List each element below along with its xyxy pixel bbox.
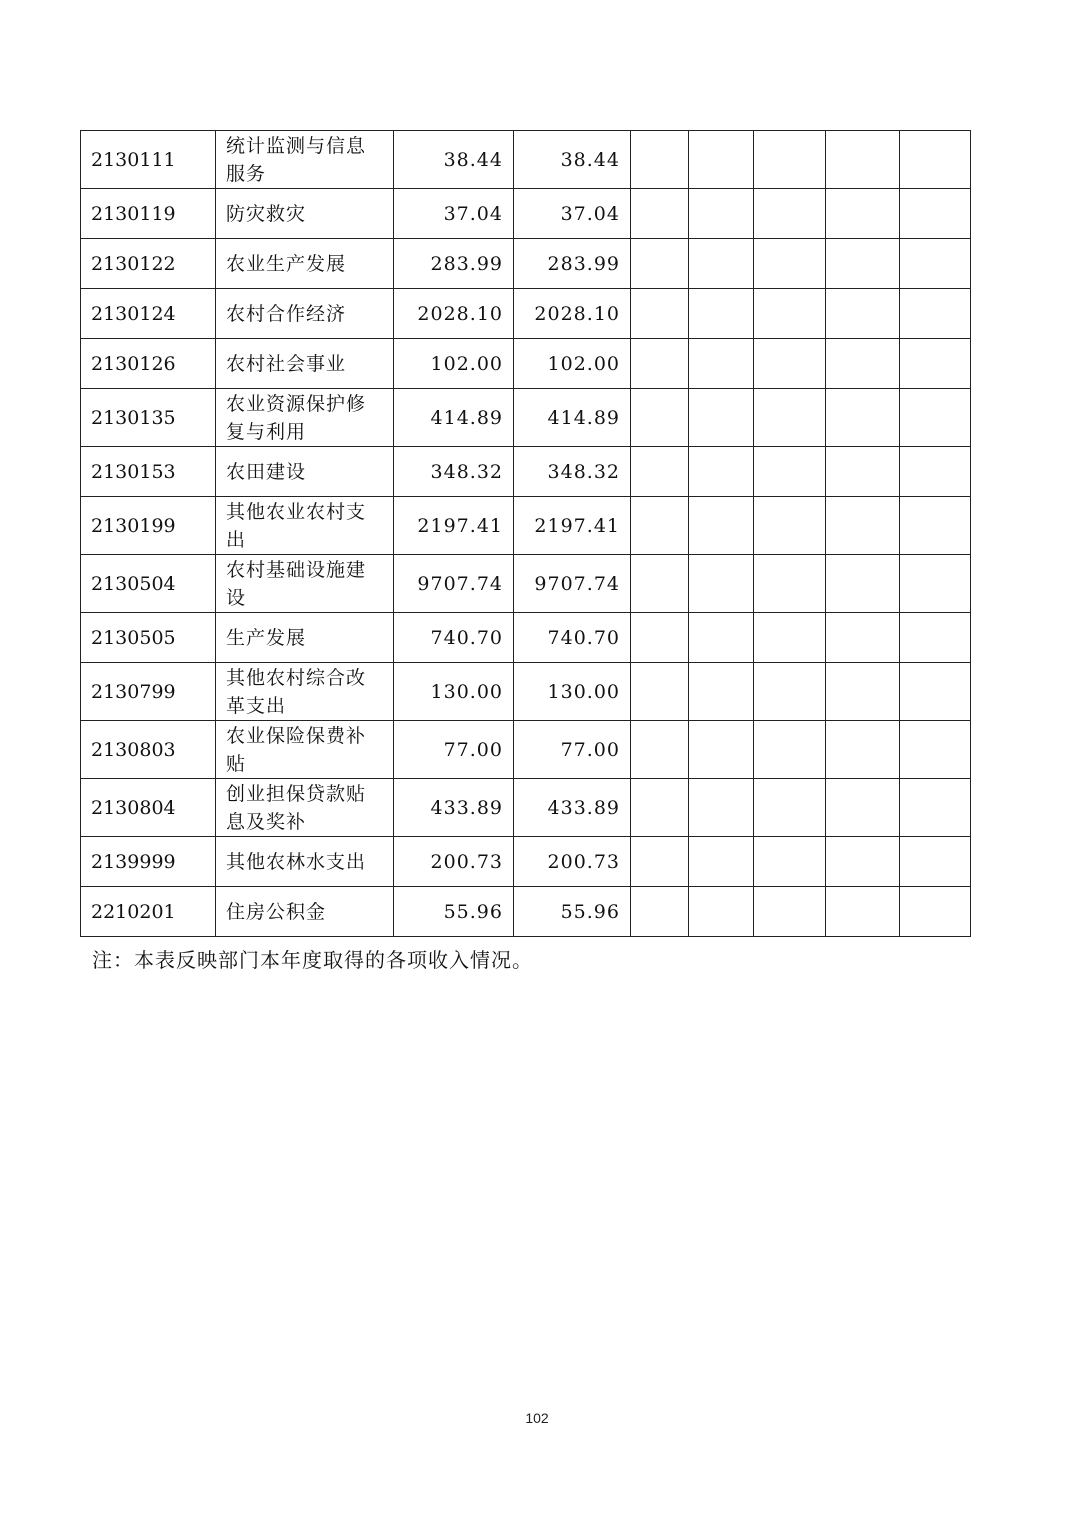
cell-general-budget: 37.04 [514, 189, 631, 239]
cell-empty [826, 447, 900, 497]
page-number: 102 [525, 1410, 549, 1426]
cell-empty [826, 555, 900, 613]
cell-empty [754, 239, 826, 289]
cell-empty [900, 131, 971, 189]
cell-empty [826, 663, 900, 721]
cell-empty [754, 663, 826, 721]
cell-general-budget: 130.00 [514, 663, 631, 721]
cell-code: 2130126 [81, 339, 216, 389]
cell-empty [900, 555, 971, 613]
cell-empty [689, 497, 754, 555]
cell-code: 2130504 [81, 555, 216, 613]
cell-name: 农田建设 [216, 447, 394, 497]
cell-total: 130.00 [394, 663, 514, 721]
cell-empty [754, 131, 826, 189]
cell-empty [631, 131, 689, 189]
cell-empty [754, 613, 826, 663]
cell-name: 农村合作经济 [216, 289, 394, 339]
cell-empty [900, 721, 971, 779]
cell-general-budget: 9707.74 [514, 555, 631, 613]
cell-empty [689, 239, 754, 289]
table-row [81, 779, 971, 837]
cell-empty [900, 339, 971, 389]
cell-empty [826, 887, 900, 937]
cell-code: 2130505 [81, 613, 216, 663]
cell-empty [900, 613, 971, 663]
cell-empty [754, 289, 826, 339]
cell-empty [826, 721, 900, 779]
table-row [81, 239, 971, 289]
table-row [81, 289, 971, 339]
cell-empty [826, 239, 900, 289]
cell-empty [826, 131, 900, 189]
cell-total: 414.89 [394, 389, 514, 447]
cell-general-budget: 433.89 [514, 779, 631, 837]
cell-name: 其他农村综合改革支出 [216, 663, 394, 721]
cell-empty [900, 289, 971, 339]
cell-empty [826, 497, 900, 555]
cell-empty [689, 189, 754, 239]
cell-name: 住房公积金 [216, 887, 394, 937]
cell-empty [689, 721, 754, 779]
cell-empty [689, 663, 754, 721]
table-row [81, 389, 971, 447]
cell-empty [754, 779, 826, 837]
cell-general-budget: 38.44 [514, 131, 631, 189]
cell-name: 农业生产发展 [216, 239, 394, 289]
cell-general-budget: 414.89 [514, 389, 631, 447]
cell-code: 2210201 [81, 887, 216, 937]
cell-name: 生产发展 [216, 613, 394, 663]
income-table [80, 130, 971, 937]
cell-empty [826, 189, 900, 239]
cell-empty [754, 837, 826, 887]
cell-code: 2130119 [81, 189, 216, 239]
cell-total: 38.44 [394, 131, 514, 189]
cell-empty [826, 389, 900, 447]
cell-empty [631, 447, 689, 497]
cell-code: 2130199 [81, 497, 216, 555]
cell-total: 433.89 [394, 779, 514, 837]
cell-name: 农村基础设施建设 [216, 555, 394, 613]
cell-empty [631, 389, 689, 447]
cell-empty [631, 721, 689, 779]
table-row [81, 497, 971, 555]
cell-empty [631, 339, 689, 389]
cell-empty [689, 837, 754, 887]
cell-general-budget: 200.73 [514, 837, 631, 887]
cell-code: 2130804 [81, 779, 216, 837]
cell-empty [754, 389, 826, 447]
cell-empty [631, 837, 689, 887]
cell-empty [900, 239, 971, 289]
cell-general-budget: 102.00 [514, 339, 631, 389]
cell-general-budget: 55.96 [514, 887, 631, 937]
cell-empty [689, 389, 754, 447]
cell-empty [900, 447, 971, 497]
cell-empty [826, 837, 900, 887]
cell-total: 77.00 [394, 721, 514, 779]
cell-empty [631, 239, 689, 289]
table-row [81, 555, 971, 613]
cell-empty [689, 887, 754, 937]
table-row [81, 131, 971, 189]
cell-empty [754, 721, 826, 779]
cell-total: 740.70 [394, 613, 514, 663]
cell-name: 其他农业农村支出 [216, 497, 394, 555]
cell-total: 348.32 [394, 447, 514, 497]
cell-code: 2130803 [81, 721, 216, 779]
cell-name: 统计监测与信息服务 [216, 131, 394, 189]
cell-empty [826, 289, 900, 339]
cell-empty [689, 131, 754, 189]
cell-empty [826, 339, 900, 389]
cell-empty [900, 779, 971, 837]
cell-empty [754, 497, 826, 555]
cell-general-budget: 740.70 [514, 613, 631, 663]
cell-total: 2197.41 [394, 497, 514, 555]
cell-total: 200.73 [394, 837, 514, 887]
cell-code: 2130124 [81, 289, 216, 339]
cell-name: 农村社会事业 [216, 339, 394, 389]
cell-empty [826, 613, 900, 663]
cell-empty [689, 447, 754, 497]
cell-total: 55.96 [394, 887, 514, 937]
cell-total: 37.04 [394, 189, 514, 239]
cell-total: 283.99 [394, 239, 514, 289]
cell-code: 2130122 [81, 239, 216, 289]
cell-empty [631, 189, 689, 239]
cell-name: 防灾救灾 [216, 189, 394, 239]
cell-code: 2130799 [81, 663, 216, 721]
table-body [81, 131, 971, 937]
cell-empty [689, 289, 754, 339]
cell-code: 2130135 [81, 389, 216, 447]
table-row [81, 663, 971, 721]
cell-empty [689, 555, 754, 613]
cell-empty [631, 663, 689, 721]
cell-total: 9707.74 [394, 555, 514, 613]
table-row [81, 613, 971, 663]
table-row [81, 887, 971, 937]
cell-empty [631, 779, 689, 837]
table-row [81, 837, 971, 887]
cell-code: 2130111 [81, 131, 216, 189]
cell-name: 农业保险保费补贴 [216, 721, 394, 779]
cell-general-budget: 77.00 [514, 721, 631, 779]
cell-empty [826, 779, 900, 837]
cell-empty [754, 887, 826, 937]
cell-empty [900, 663, 971, 721]
cell-total: 2028.10 [394, 289, 514, 339]
cell-empty [754, 447, 826, 497]
cell-empty [631, 613, 689, 663]
cell-code: 2139999 [81, 837, 216, 887]
cell-empty [900, 189, 971, 239]
cell-empty [631, 289, 689, 339]
cell-empty [900, 497, 971, 555]
cell-empty [754, 189, 826, 239]
table-row [81, 447, 971, 497]
cell-empty [754, 339, 826, 389]
cell-empty [631, 497, 689, 555]
cell-general-budget: 2197.41 [514, 497, 631, 555]
cell-empty [900, 389, 971, 447]
cell-empty [689, 613, 754, 663]
cell-name: 其他农林水支出 [216, 837, 394, 887]
cell-general-budget: 283.99 [514, 239, 631, 289]
table-row [81, 721, 971, 779]
cell-general-budget: 348.32 [514, 447, 631, 497]
cell-code: 2130153 [81, 447, 216, 497]
cell-empty [900, 837, 971, 887]
cell-empty [689, 779, 754, 837]
table-row [81, 189, 971, 239]
cell-general-budget: 2028.10 [514, 289, 631, 339]
cell-empty [754, 555, 826, 613]
table-row [81, 339, 971, 389]
cell-empty [631, 887, 689, 937]
cell-empty [631, 555, 689, 613]
cell-empty [900, 887, 971, 937]
cell-name: 创业担保贷款贴息及奖补 [216, 779, 394, 837]
cell-name: 农业资源保护修复与利用 [216, 389, 394, 447]
cell-total: 102.00 [394, 339, 514, 389]
table-note: 注：本表反映部门本年度取得的各项收入情况。 [92, 948, 533, 972]
cell-empty [689, 339, 754, 389]
